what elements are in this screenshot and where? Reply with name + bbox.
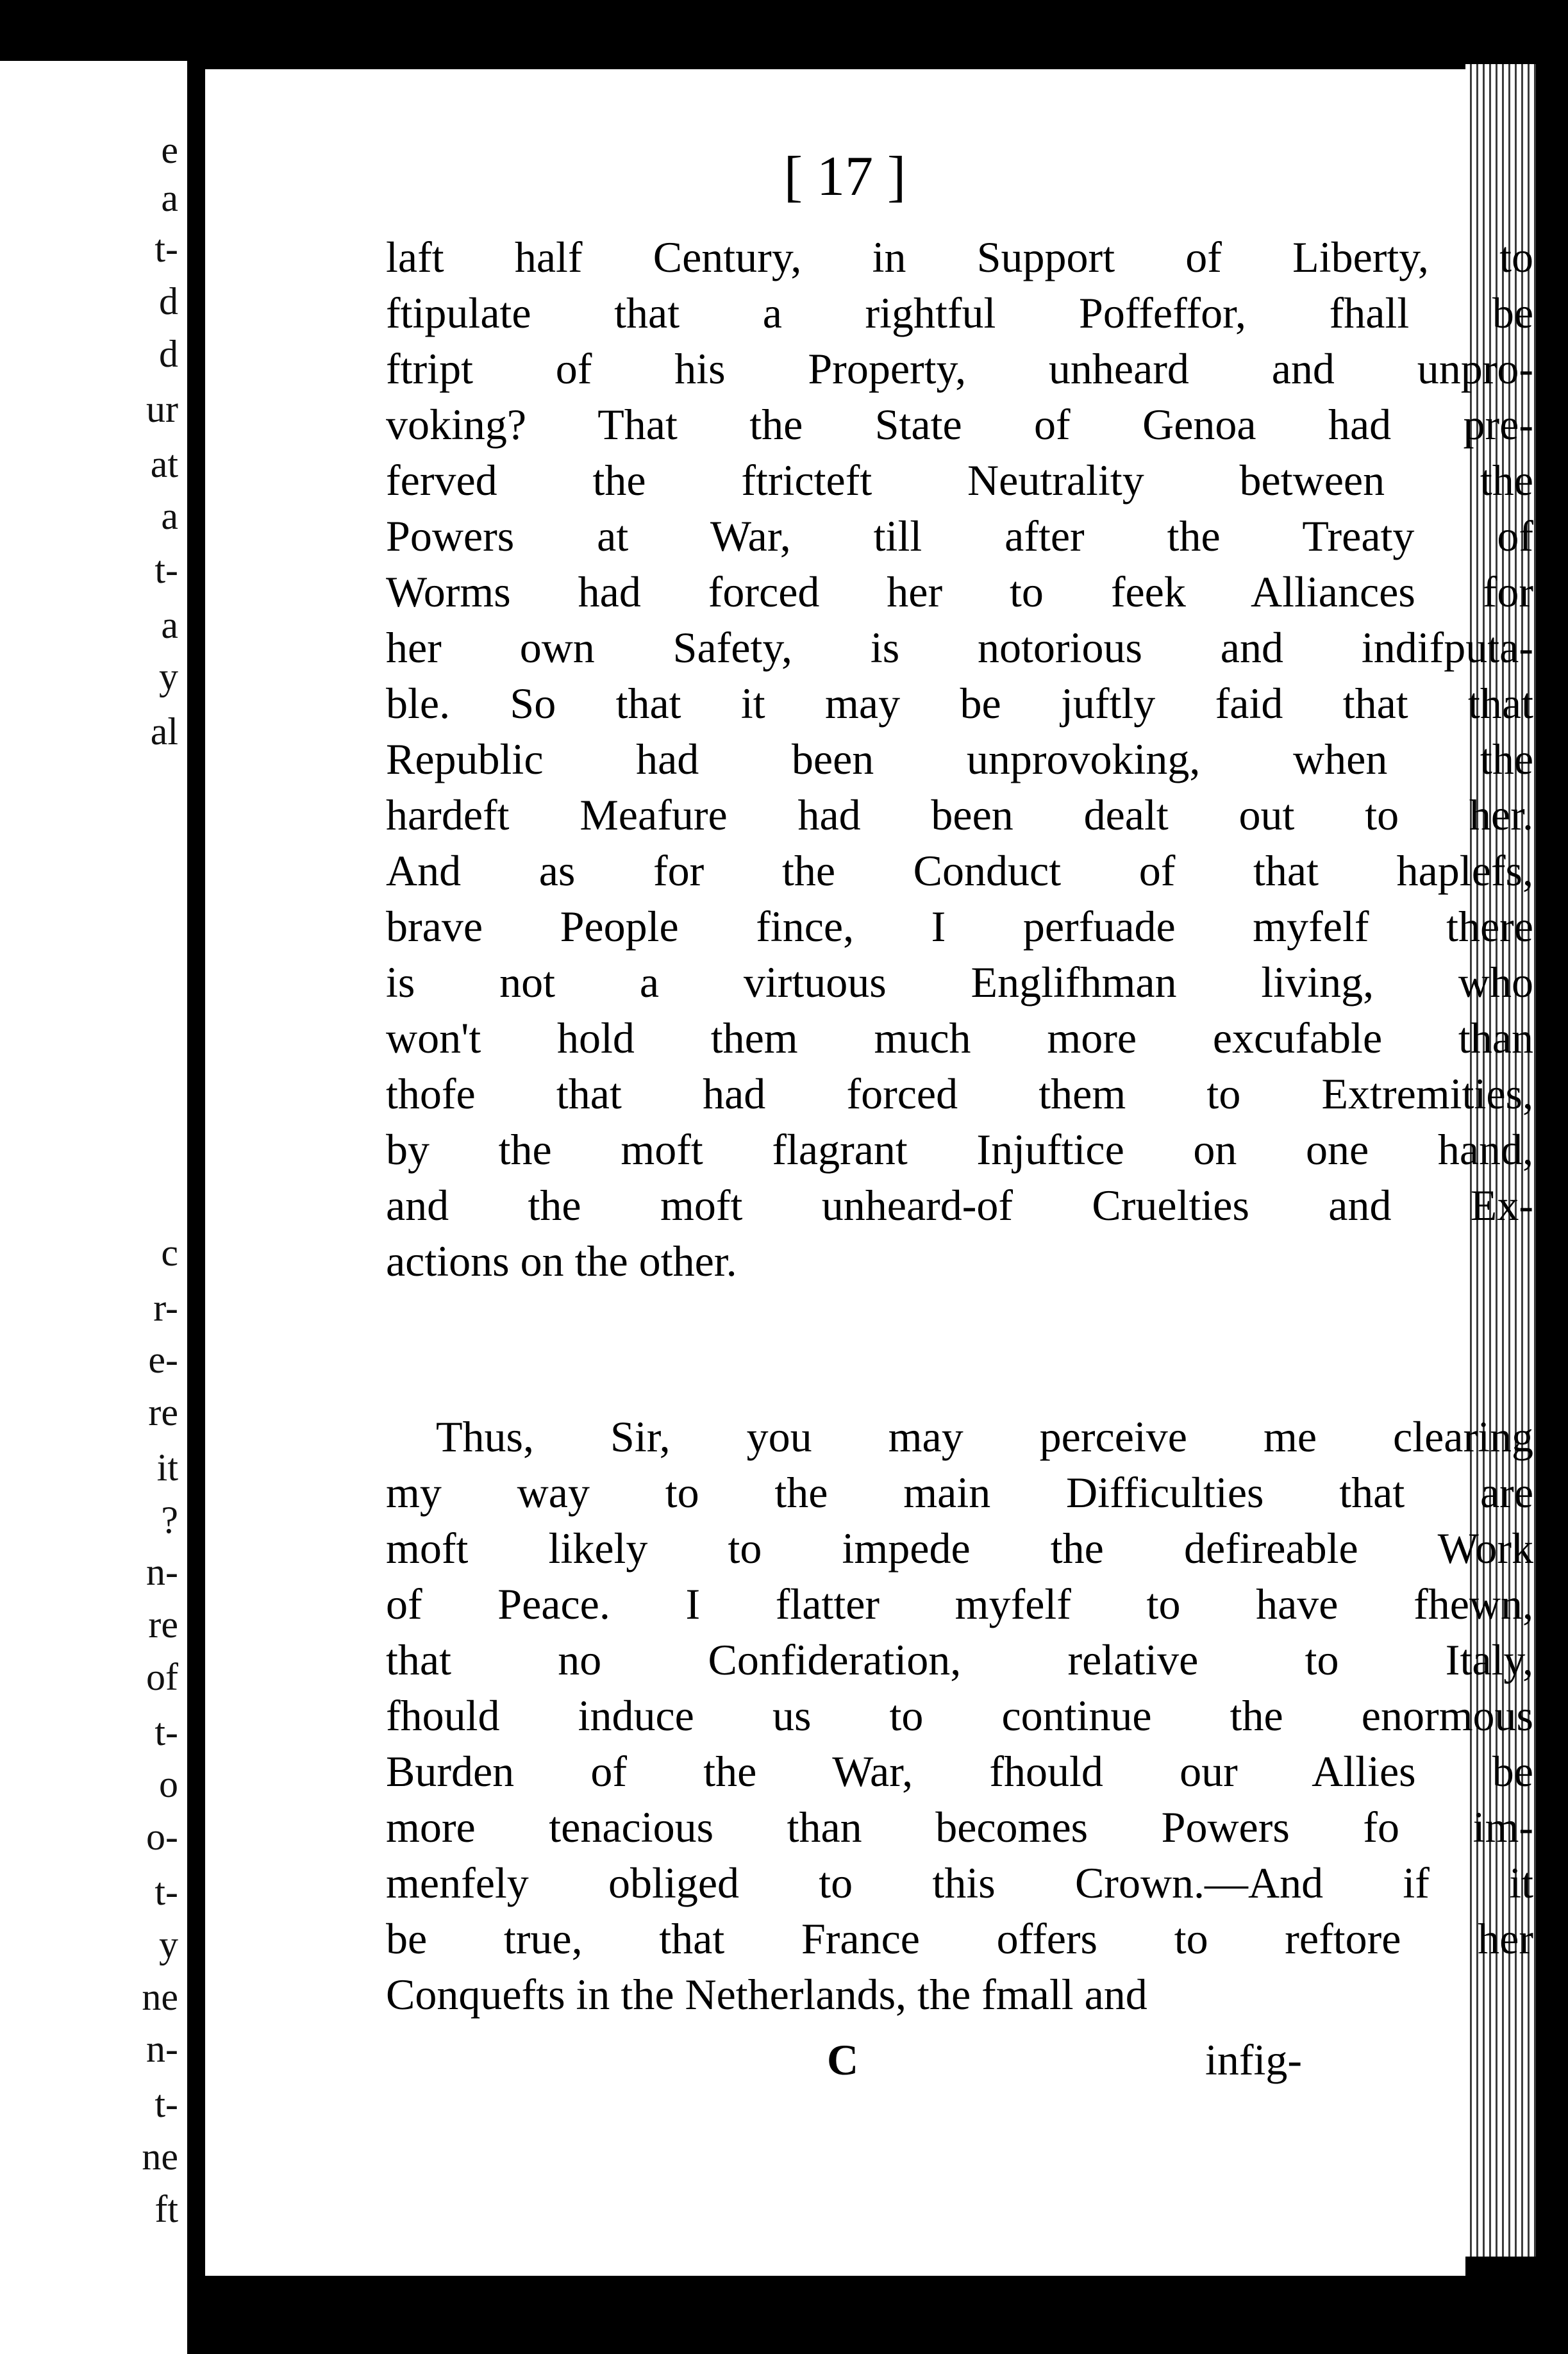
text-line: by the moft flagrant Injuftice on one hand, xyxy=(386,1125,1533,1174)
binding-gutter xyxy=(187,0,205,2354)
left-page-fragment: t- xyxy=(154,228,178,271)
left-page-fragment: y xyxy=(159,1923,178,1966)
left-page-fragment: ft xyxy=(154,2187,178,2230)
text-line: her own Safety, is notorious and indifputa- xyxy=(386,623,1533,672)
text-line: more tenacious than becomes Powers fo im- xyxy=(386,1803,1533,1851)
left-page-fragment: of xyxy=(146,1655,178,1698)
text-line: And as for the Conduct of that haplefs, xyxy=(386,846,1533,895)
text-line: Conquefts in the Netherlands, the fmall and xyxy=(386,1970,1147,2019)
left-page-fragment: n- xyxy=(146,1551,178,1594)
text-line: won't hold them much more excufable than xyxy=(386,1014,1533,1062)
left-page-fragment: e- xyxy=(148,1339,178,1382)
text-line: and the moft unheard-of Cruelties and Ex- xyxy=(386,1181,1533,1230)
text-line: is not a virtuous Englifhman living, who xyxy=(386,958,1533,1006)
paragraph-1 xyxy=(386,230,1533,1289)
text-line: my way to the main Difficulties that are xyxy=(386,1468,1533,1517)
text-line: Republic had been unprovoking, when the xyxy=(386,735,1533,783)
text-line: be true, that France offers to reftore her xyxy=(386,1914,1533,1963)
left-page-fragment: o xyxy=(159,1763,178,1806)
left-page-fragment: r- xyxy=(153,1286,178,1329)
left-page-fragment: n- xyxy=(146,2028,178,2071)
text-line: menfely obliged to this Crown.—And if it xyxy=(386,1858,1533,1907)
text-line: Burden of the War, fhould our Allies be xyxy=(386,1747,1533,1796)
page-number: [ 17 ] xyxy=(783,146,906,208)
left-page-fragment: ne xyxy=(142,2135,178,2178)
left-page-fragment: ne xyxy=(142,1975,178,2018)
left-page-fragment: t- xyxy=(154,1871,178,1914)
left-page-fragment: e xyxy=(161,128,178,171)
left-page-fragment: a xyxy=(161,495,178,538)
text-line: laft half Century, in Support of Liberty, to xyxy=(386,233,1533,281)
text-line: ferved the ftricteft Neutrality between the xyxy=(386,456,1533,505)
left-page-fragment: re xyxy=(148,1390,178,1433)
left-page-fragment: ? xyxy=(161,1498,178,1541)
left-page-fragment: al xyxy=(150,710,178,753)
text-line: Powers at War, till after the Treaty of xyxy=(386,512,1533,560)
text-line: ble. So that it may be juftly faid that that xyxy=(386,679,1533,728)
left-page-fragment: at xyxy=(150,442,178,485)
text-line: moft likely to impede the defireable Work xyxy=(386,1524,1533,1573)
left-page-fragment: t- xyxy=(154,1710,178,1753)
left-page-fragment: t- xyxy=(154,549,178,592)
left-page-fragment: d xyxy=(159,280,178,322)
left-page-fragment: c xyxy=(161,1231,178,1274)
left-page-fragment: re xyxy=(148,1603,178,1646)
text-line: actions on the other. xyxy=(386,1237,737,1285)
left-page-fragment: a xyxy=(161,604,178,647)
left-page-fragment: ur xyxy=(146,387,178,430)
text-line: ftript of his Property, unheard and unpro- xyxy=(386,344,1533,393)
left-page-fragment: it xyxy=(156,1446,178,1489)
book-page xyxy=(205,69,1533,2276)
text-line: voking? That the State of Genoa had pre- xyxy=(386,400,1533,449)
left-page-fragment: d xyxy=(159,332,178,375)
text-line: that no Confideration, relative to Italy, xyxy=(386,1635,1533,1684)
paragraph-2 xyxy=(386,1409,1533,2023)
left-page-fragment: a xyxy=(161,176,178,219)
left-page-fragment: o- xyxy=(146,1816,178,1858)
text-line: thofe that had forced them to Extremities, xyxy=(386,1069,1533,1118)
left-page-fragment: y xyxy=(159,655,178,697)
text-line: hardeft Meafure had been dealt out to her. xyxy=(386,790,1533,839)
left-page-fragment: t- xyxy=(154,2083,178,2126)
text-line: fhould induce us to continue the enormous xyxy=(386,1691,1533,1740)
text-line: brave People fince, I perfuade myfelf there xyxy=(386,902,1533,951)
text-line: ftipulate that a rightful Poffeffor, fhall be xyxy=(386,288,1533,337)
text-line: Worms had forced her to feek Alliances for xyxy=(386,567,1533,616)
catchword: infig- xyxy=(1205,2035,1303,2084)
left-facing-page xyxy=(0,61,187,2354)
text-line: Thus, Sir, you may perceive me clearing xyxy=(436,1412,1533,1461)
signature-mark: C xyxy=(827,2035,859,2084)
text-line: of Peace. I flatter myfelf to have fhewn, xyxy=(386,1580,1533,1628)
